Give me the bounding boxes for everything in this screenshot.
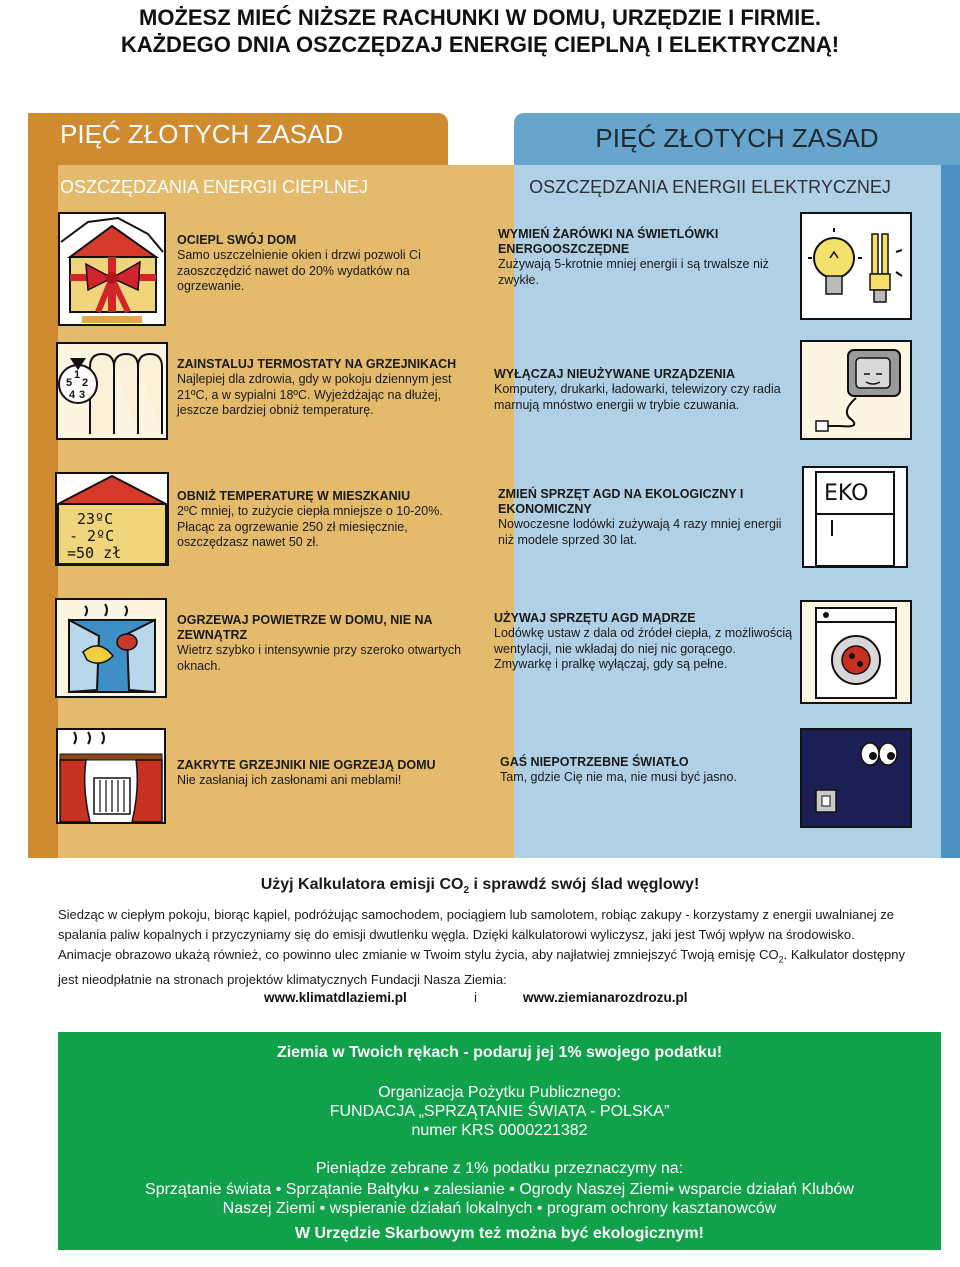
heat-item-1	[177, 233, 467, 295]
gift-house-icon	[58, 212, 166, 326]
dark-room-eyes-icon	[800, 728, 912, 828]
unplugged-tv-icon	[800, 340, 912, 440]
calculator-text-sub: 2	[778, 954, 784, 965]
donation-footer: W Urzędzie Skarbowym też można być ekologicznym!	[295, 1225, 704, 1242]
elec-item-5	[500, 755, 790, 786]
calculator-text-main: Siedząc w ciepłym pokoju, biorąc kąpiel, podróżując samochodem, pociągiem lub samolotem, robiąc zakupy - korzystamy z energii uwalnianej ze spalania paliw kopalnych i przyczyniamy się do emisji dwutlenku węgla. Dzięki kalkulatorowi wyliczysz, jaki jest Twój wpływ na środowisko. Animacje obrazowo ukażą również, co powinno ulec zmianie w Twoim stylu życia, aby najłatwiej zmniejszyć Twoją emisję CO	[58, 907, 895, 962]
thermostat-radiator-icon	[56, 342, 168, 440]
link-klimatdlaziemi[interactable]: www.klimatdlaziemi.pl	[264, 990, 407, 1005]
headline-line-1: MOŻESZ MIEĆ NIŻSZE RACHUNKI W DOMU, URZĘDZIE I FIRMIE.	[139, 5, 821, 30]
heat-item-3-text: 2ºC mniej, to zużycie ciepła mniejsze o 10-20%. Płacąc za ogrzewanie 250 zł miesięcznie, oszczędzasz nawet 50 zł.	[177, 504, 443, 549]
elec-item-2	[494, 367, 794, 413]
donation-purpose-label: Pieniądze zebrane z 1% podatku przeznaczymy na:	[315, 1160, 684, 1177]
heat-item-4	[177, 613, 467, 674]
svg-text:5: 5	[66, 377, 73, 389]
elec-item-2-text: Komputery, drukarki, ładowarki, telewizory czy radia marnują mnóstwo energii w trybie czuwania.	[494, 382, 781, 412]
washing-machine-icon	[800, 600, 912, 704]
donation-purpose-line-1: Sprzątanie świata • Sprzątanie Bałtyku • zalesianie • Ogrody Naszej Ziemi• wsparcie działań Klubów	[145, 1181, 854, 1198]
donation-krs: numer KRS 0000221382	[411, 1122, 588, 1139]
heat-item-5-title: ZAKRYTE GRZEJNIKI NIE OGRZEJĄ DOMU	[177, 758, 436, 772]
heat-item-3	[177, 489, 467, 551]
donation-org-name: FUNDACJA „SPRZĄTANIE ŚWIATA - POLSKA”	[329, 1103, 670, 1120]
calculator-description	[58, 905, 908, 990]
curtain-radiator-icon	[56, 728, 166, 824]
eko-fridge-icon	[802, 466, 908, 568]
calculator-title-pre: Użyj Kalkulatora emisji CO	[260, 876, 464, 893]
elec-column-title: PIĘĆ ZŁOTYCH ZASAD	[595, 123, 879, 153]
elec-item-4-title: UŻYWAJ SPRZĘTU AGD MĄDRZE	[494, 611, 696, 625]
heat-column-title: PIĘĆ ZŁOTYCH ZASAD	[60, 119, 344, 149]
page-headline	[0, 4, 960, 58]
elec-item-3-title: ZMIEŃ SPRZĘT AGD NA EKOLOGICZNY I EKONOMICZNY	[498, 487, 744, 516]
heat-item-4-title: OGRZEWAJ POWIETRZE W DOMU, NIE NA ZEWNĄTRZ	[177, 613, 433, 642]
donation-box	[58, 1032, 941, 1250]
elec-item-1-text: Zużywają 5-krotnie mniej energii i są trwalsze niż zwykłe.	[498, 257, 769, 287]
calculator-title	[0, 876, 960, 896]
light-bulbs-icon	[800, 212, 912, 320]
svg-text:1: 1	[74, 369, 81, 381]
house-temperature-icon	[55, 472, 169, 566]
calculator-title-post: i sprawdź swój ślad węglowy!	[469, 876, 700, 893]
heat-item-1-title: OCIEPL SWÓJ DOM	[177, 233, 297, 247]
elec-item-2-title: WYŁĄCZAJ NIEUŻYWANE URZĄDZENIA	[494, 367, 735, 381]
heat-item-4-text: Wietrz szybko i intensywnie przy szeroko otwartych oknach.	[177, 643, 462, 673]
link-ziemianarozdrozu[interactable]: www.ziemianarozdrozu.pl	[523, 990, 688, 1005]
drawing-temp-2: - 2ºC	[69, 527, 115, 545]
elec-item-5-text: Tam, gdzie Cię nie ma, nie musi być jasno.	[500, 770, 737, 784]
calculator-text-end: . Kalkulator dostępny jest nieodpłatnie na stronach projektów klimatycznych Fundacji Nasza Ziemia:	[58, 947, 906, 987]
donation-org-label: Organizacja Pożytku Publicznego:	[378, 1084, 621, 1101]
open-window-icon	[55, 598, 167, 698]
headline-line-2: KAŻDEGO DNIA OSZCZĘDZAJ ENERGIĘ CIEPLNĄ I ELEKTRYCZNĄ!	[120, 32, 840, 57]
heat-item-1-text: Samo uszczelnienie okien i drzwi pozwoli Ci zaoszczędzić nawet do 20% wydatków na ogrzewanie.	[177, 248, 421, 293]
donation-purpose-line-2: Naszej Ziemi • wspieranie działań lokalnych • program ochrony kasztanowców	[222, 1200, 777, 1217]
heat-item-5	[177, 758, 467, 789]
heat-item-5-text: Nie zasłaniaj ich zasłonami ani meblami!	[177, 773, 402, 787]
elec-column-edge	[941, 165, 960, 858]
elec-item-3	[498, 487, 788, 548]
svg-text:2: 2	[82, 377, 89, 389]
heat-item-2-title: ZAINSTALUJ TERMOSTATY NA GRZEJNIKACH	[177, 357, 457, 371]
drawing-eko-label: EKO	[824, 481, 869, 506]
donation-headline: Ziemia w Twoich rękach - podaruj jej 1% swojego podatku!	[276, 1044, 723, 1061]
elec-item-3-text: Nowoczesne lodówki zużywają 4 razy mniej energii niż modele sprzed 30 lat.	[498, 517, 782, 547]
elec-item-4	[494, 611, 794, 673]
elec-item-4-text: Lodówkę ustaw z dala od źródeł ciepła, z możliwością wentylacji, nie wkładaj do niej nic gorącego. Zmywarkę i pralkę wyłączaj, gdy są pełne.	[494, 626, 793, 671]
heat-column-subtitle: OSZCZĘDZANIA ENERGII CIEPLNEJ	[60, 177, 369, 197]
elec-item-1	[498, 227, 788, 288]
link-separator: i	[474, 990, 477, 1005]
elec-item-5-title: GAŚ NIEPOTRZEBNE ŚWIATŁO	[500, 755, 689, 769]
drawing-temp-3: =50 zł	[67, 544, 122, 562]
heat-item-2	[177, 357, 467, 419]
elec-item-1-title: WYMIEŃ ŻARÓWKI NA ŚWIETLÓWKI ENERGOOSZCZĘDNE	[498, 227, 719, 256]
svg-text:4: 4	[69, 389, 76, 401]
drawing-temp-1: 23ºC	[77, 510, 114, 528]
svg-text:3: 3	[79, 389, 86, 401]
heat-item-2-text: Najlepiej dla zdrowia, gdy w pokoju dziennym jest 21ºC, a w sypialni 18ºC. Wyjeżdżając na dłużej, jeszcze bardziej obniż temperaturę.	[177, 372, 452, 417]
calculator-title-sub: 2	[463, 885, 469, 897]
elec-column-subtitle: OSZCZĘDZANIA ENERGII ELEKTRYCZNEJ	[529, 177, 891, 197]
heat-item-3-title: OBNIŻ TEMPERATURĘ W MIESZKANIU	[177, 489, 411, 503]
